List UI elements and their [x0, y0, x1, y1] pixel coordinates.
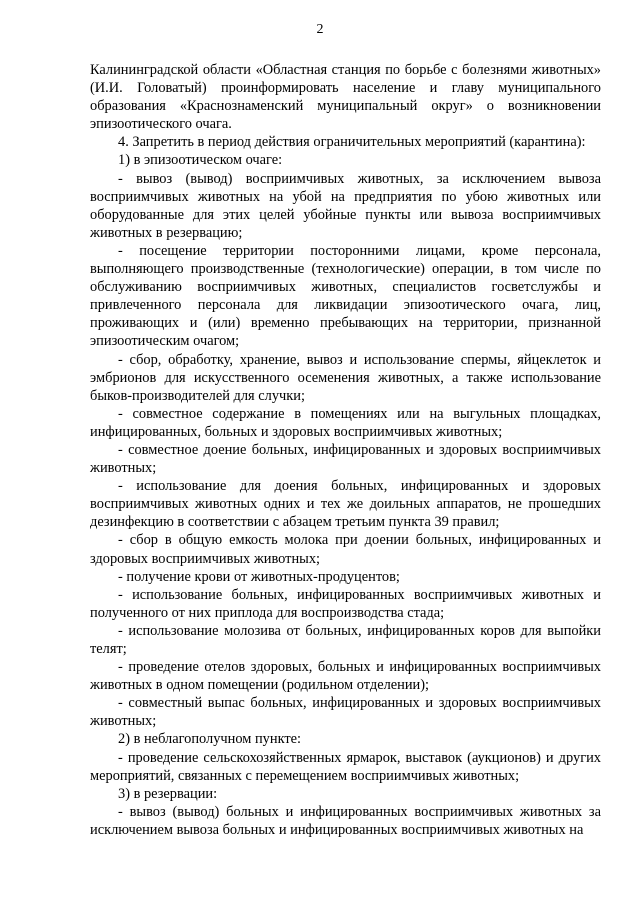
page-number: 2 [316, 22, 324, 37]
list-heading: 1) в эпизоотическом очаге: [118, 152, 283, 169]
list-item: - использование для доения больных, инфицированных и здоровых восприимчивых животных одних и тех же доильных аппаратов, не прошедших дезинфекцию в соответствии с абзацем третьим пункта 39 правил; [90, 478, 601, 531]
list-item: - совместное содержание в помещениях или на выгульных площадках, инфицированных, больных и здоровых восприимчивых животных; [90, 405, 601, 440]
list-item: - проведение отелов здоровых, больных и инфицированных восприимчивых животных в одном помещении (родильном отделении); [90, 659, 601, 694]
list-heading: 2) в неблагополучном пункте: [118, 731, 302, 748]
list-item: - совместный выпас больных, инфицированных и здоровых восприимчивых животных; [90, 695, 601, 730]
list-item: - вывоз (вывод) восприимчивых животных, за исключением вывоза восприимчивых животных на убой на предприятия по убою животных или оборудованные для этих целей убойные пункты или вывоза восприимчивых животных в резервацию; [90, 170, 601, 241]
list-item: - использование больных, инфицированных восприимчивых животных и полученного от них приплода для воспроизводства стада; [90, 586, 601, 621]
list-item: - посещение территории посторонними лицами, кроме персонала, выполняющего производственные (технологические) операции, в том числе по обслуживанию восприимчивых животных, специалистов госветслужбы и привлеченного персонала для ликвидации эпизоотического очага, лиц, проживающих и (или) временно пребывающих на территории, признанной эпизоотическим очагом; [90, 242, 601, 350]
list-heading: 3) в резервации: [118, 785, 218, 802]
list-item: - вывоз (вывод) больных и инфицированных восприимчивых животных за исключением вывоза больных и инфицированных восприимчивых животных на [90, 803, 601, 838]
list-item: - использование молозива от больных, инфицированных коров для выпойки телят; [90, 622, 601, 657]
list-item: - сбор, обработку, хранение, вывоз и использование спермы, яйцеклеток и эмбрионов для искусственного осеменения животных, а также использование быков-производителей для случки; [90, 351, 601, 404]
paragraph: Калининградской области «Областная станция по борьбе с болезнями животных» (И.И. Головатый) проинформировать население и главу муниципального образования «Краснознаменский муниципальный округ» о возникновении эпизоотического очага. [90, 62, 601, 133]
paragraph: 4. Запретить в период действия ограничительных мероприятий (карантина): [118, 134, 586, 151]
document-body [90, 61, 601, 839]
list-item: - получение крови от животных-продуцентов; [118, 568, 400, 585]
list-item: - совместное доение больных, инфицированных и здоровых восприимчивых животных; [90, 441, 601, 477]
list-item: - сбор в общую емкость молока при доении больных, инфицированных и здоровых восприимчивых животных; [90, 532, 601, 567]
list-item: - проведение сельскохозяйственных ярмарок, выставок (аукционов) и других мероприятий, связанных с перемещением восприимчивых животных; [90, 749, 601, 784]
